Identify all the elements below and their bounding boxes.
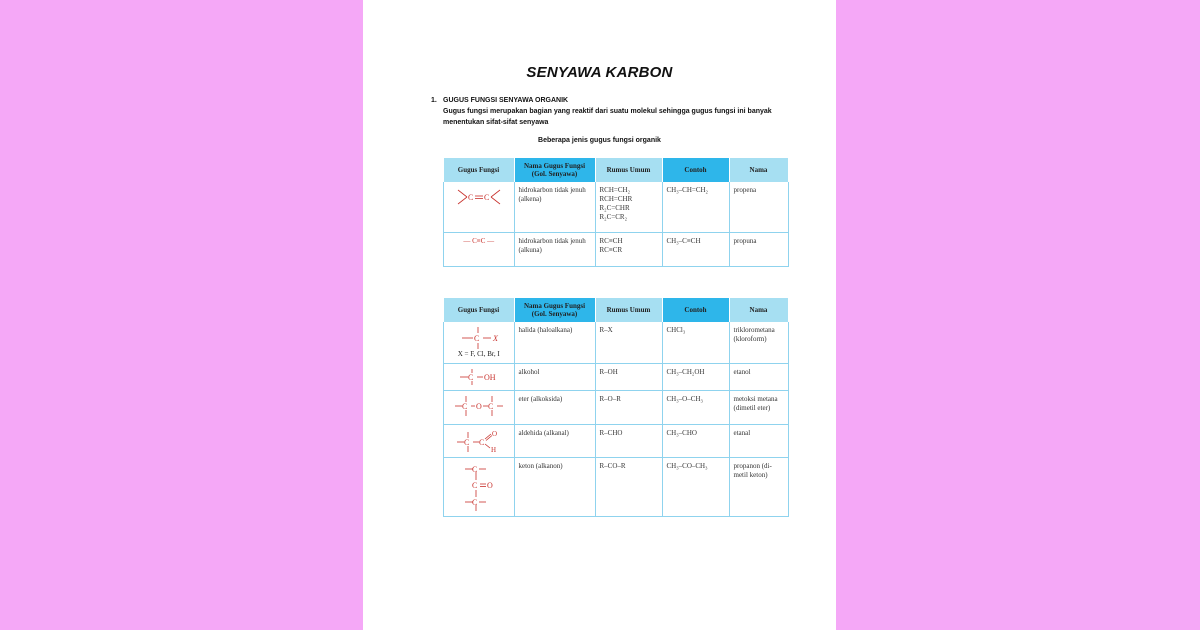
group-cell [444, 425, 515, 458]
contoh-cell: CHCl₃ [662, 322, 729, 364]
hydroxyl-group-icon [454, 368, 504, 386]
table-row [444, 391, 789, 425]
header-contoh: Contoh [662, 298, 729, 322]
double-bond-icon [454, 186, 504, 208]
svg-text:O: O [486, 481, 493, 490]
rumus-line: R₂C=CHR [599, 204, 630, 212]
svg-text:O: O [475, 402, 482, 411]
section-heading [431, 96, 568, 106]
svg-text:C: C [461, 402, 468, 411]
svg-text:X: X [492, 334, 498, 343]
nama-gugus-cell: aldehida (alkanal) [514, 425, 595, 458]
group-cell [444, 458, 515, 517]
rumus-cell: R–OH [595, 364, 662, 391]
rumus-cell [595, 182, 662, 232]
svg-text:OH: OH [483, 373, 496, 382]
table-row [444, 322, 789, 364]
group-cell [444, 322, 515, 364]
rumus-line: RCH=CHR [599, 195, 633, 203]
section-title: GUGUS FUNGSI SENYAWA ORGANIK [443, 97, 569, 104]
svg-text:C: C [471, 481, 478, 490]
nama-cell: etanol [729, 364, 788, 391]
ether-group-icon [452, 395, 506, 417]
nama-cell: metoksi metana (dimetil eter) [729, 391, 788, 425]
contoh-cell: CH₃–CO–CH₃ [662, 458, 729, 517]
header-contoh: Contoh [662, 158, 729, 182]
rumus-line: R₂C=CR₂ [599, 213, 628, 221]
header-gugus: Gugus Fungsi [444, 298, 515, 322]
nama-cell: propanon (di-metil keton) [729, 458, 788, 517]
nama-gugus-cell: alkohol [514, 364, 595, 391]
nama-gugus-cell: hidrokarbon tidak jenuh (alkuna) [514, 232, 595, 266]
contoh-cell: CH₃–C≡CH [662, 232, 729, 266]
header-nama-gugus: Nama Gugus Fungsi (Gol. Senyawa) [514, 158, 595, 182]
nama-cell: propena [729, 182, 788, 232]
nama-gugus-cell: hidrokarbon tidak jenuh (alkena) [514, 182, 595, 232]
svg-text:C: C [473, 334, 480, 343]
svg-text:C: C [487, 402, 494, 411]
nama-cell: propuna [729, 232, 788, 266]
svg-text:C: C [471, 465, 478, 474]
contoh-cell: CH₃–CH₂OH [662, 364, 729, 391]
document-page [363, 0, 836, 630]
header-rumus: Rumus Umum [595, 298, 662, 322]
table-row [444, 458, 789, 517]
halide-group-icon [454, 326, 504, 350]
header-nama: Nama [729, 298, 788, 322]
nama-cell: triklorometana (kloroform) [729, 322, 788, 364]
nama-cell: etanal [729, 425, 788, 458]
document-title: SENYAWA KARBON [526, 64, 673, 81]
section-number: 1. [431, 97, 437, 104]
table-row [444, 364, 789, 391]
rumus-cell: R–O–R [595, 391, 662, 425]
svg-text:C: C [483, 193, 490, 202]
header-nama-gugus: Nama Gugus Fungsi (Gol. Senyawa) [514, 298, 595, 322]
rumus-line: RCH=CH₂ [599, 186, 631, 194]
header-gugus: Gugus Fungsi [444, 158, 515, 182]
header-nama: Nama [729, 158, 788, 182]
group-cell [444, 182, 515, 232]
svg-text:C: C [467, 373, 474, 382]
nama-gugus-cell: keton (alkanon) [514, 458, 595, 517]
group-cell [444, 391, 515, 425]
rumus-line: RC≡CH [599, 236, 623, 245]
rumus-line: RC≡CR [599, 245, 623, 254]
svg-text:C: C [463, 438, 470, 447]
svg-text:C: C [467, 193, 474, 202]
svg-text:C: C [471, 498, 478, 507]
section-description: Gugus fungsi merupakan bagian yang reaktif dari suatu molekul sehingga gugus fungsi ini banyak menentukan sifat-sifat senyawa [443, 108, 772, 126]
table-row [444, 182, 789, 232]
functional-group-table-2 [443, 298, 789, 517]
svg-text:H: H [490, 446, 496, 453]
nama-gugus-cell: halida (haloalkana) [514, 322, 595, 364]
svg-text:C: C [478, 438, 485, 447]
contoh-cell: CH₃–CHO [662, 425, 729, 458]
table-row [444, 232, 789, 266]
table-caption: Beberapa jenis gugus fungsi organik [538, 137, 661, 144]
table-row [444, 425, 789, 458]
table-header-row [444, 158, 789, 182]
header-rumus: Rumus Umum [595, 158, 662, 182]
contoh-cell: CH₃–O–CH₃ [662, 391, 729, 425]
aldehyde-group-icon [454, 429, 504, 453]
triple-bond-icon: — C≡C — [463, 236, 495, 245]
functional-group-table-1 [443, 158, 789, 267]
group-cell [444, 232, 515, 266]
ketone-group-icon [459, 462, 499, 512]
group-cell [444, 364, 515, 391]
table-header-row [444, 298, 789, 322]
halide-note: X = F, Cl, Br, I [457, 350, 500, 358]
rumus-cell [595, 232, 662, 266]
svg-text:O: O [491, 430, 497, 438]
contoh-cell: CH₃–CH=CH₂ [662, 182, 729, 232]
nama-gugus-cell: eter (alkoksida) [514, 391, 595, 425]
rumus-cell: R–X [595, 322, 662, 364]
rumus-cell: R–CO–R [595, 458, 662, 517]
rumus-cell: R–CHO [595, 425, 662, 458]
